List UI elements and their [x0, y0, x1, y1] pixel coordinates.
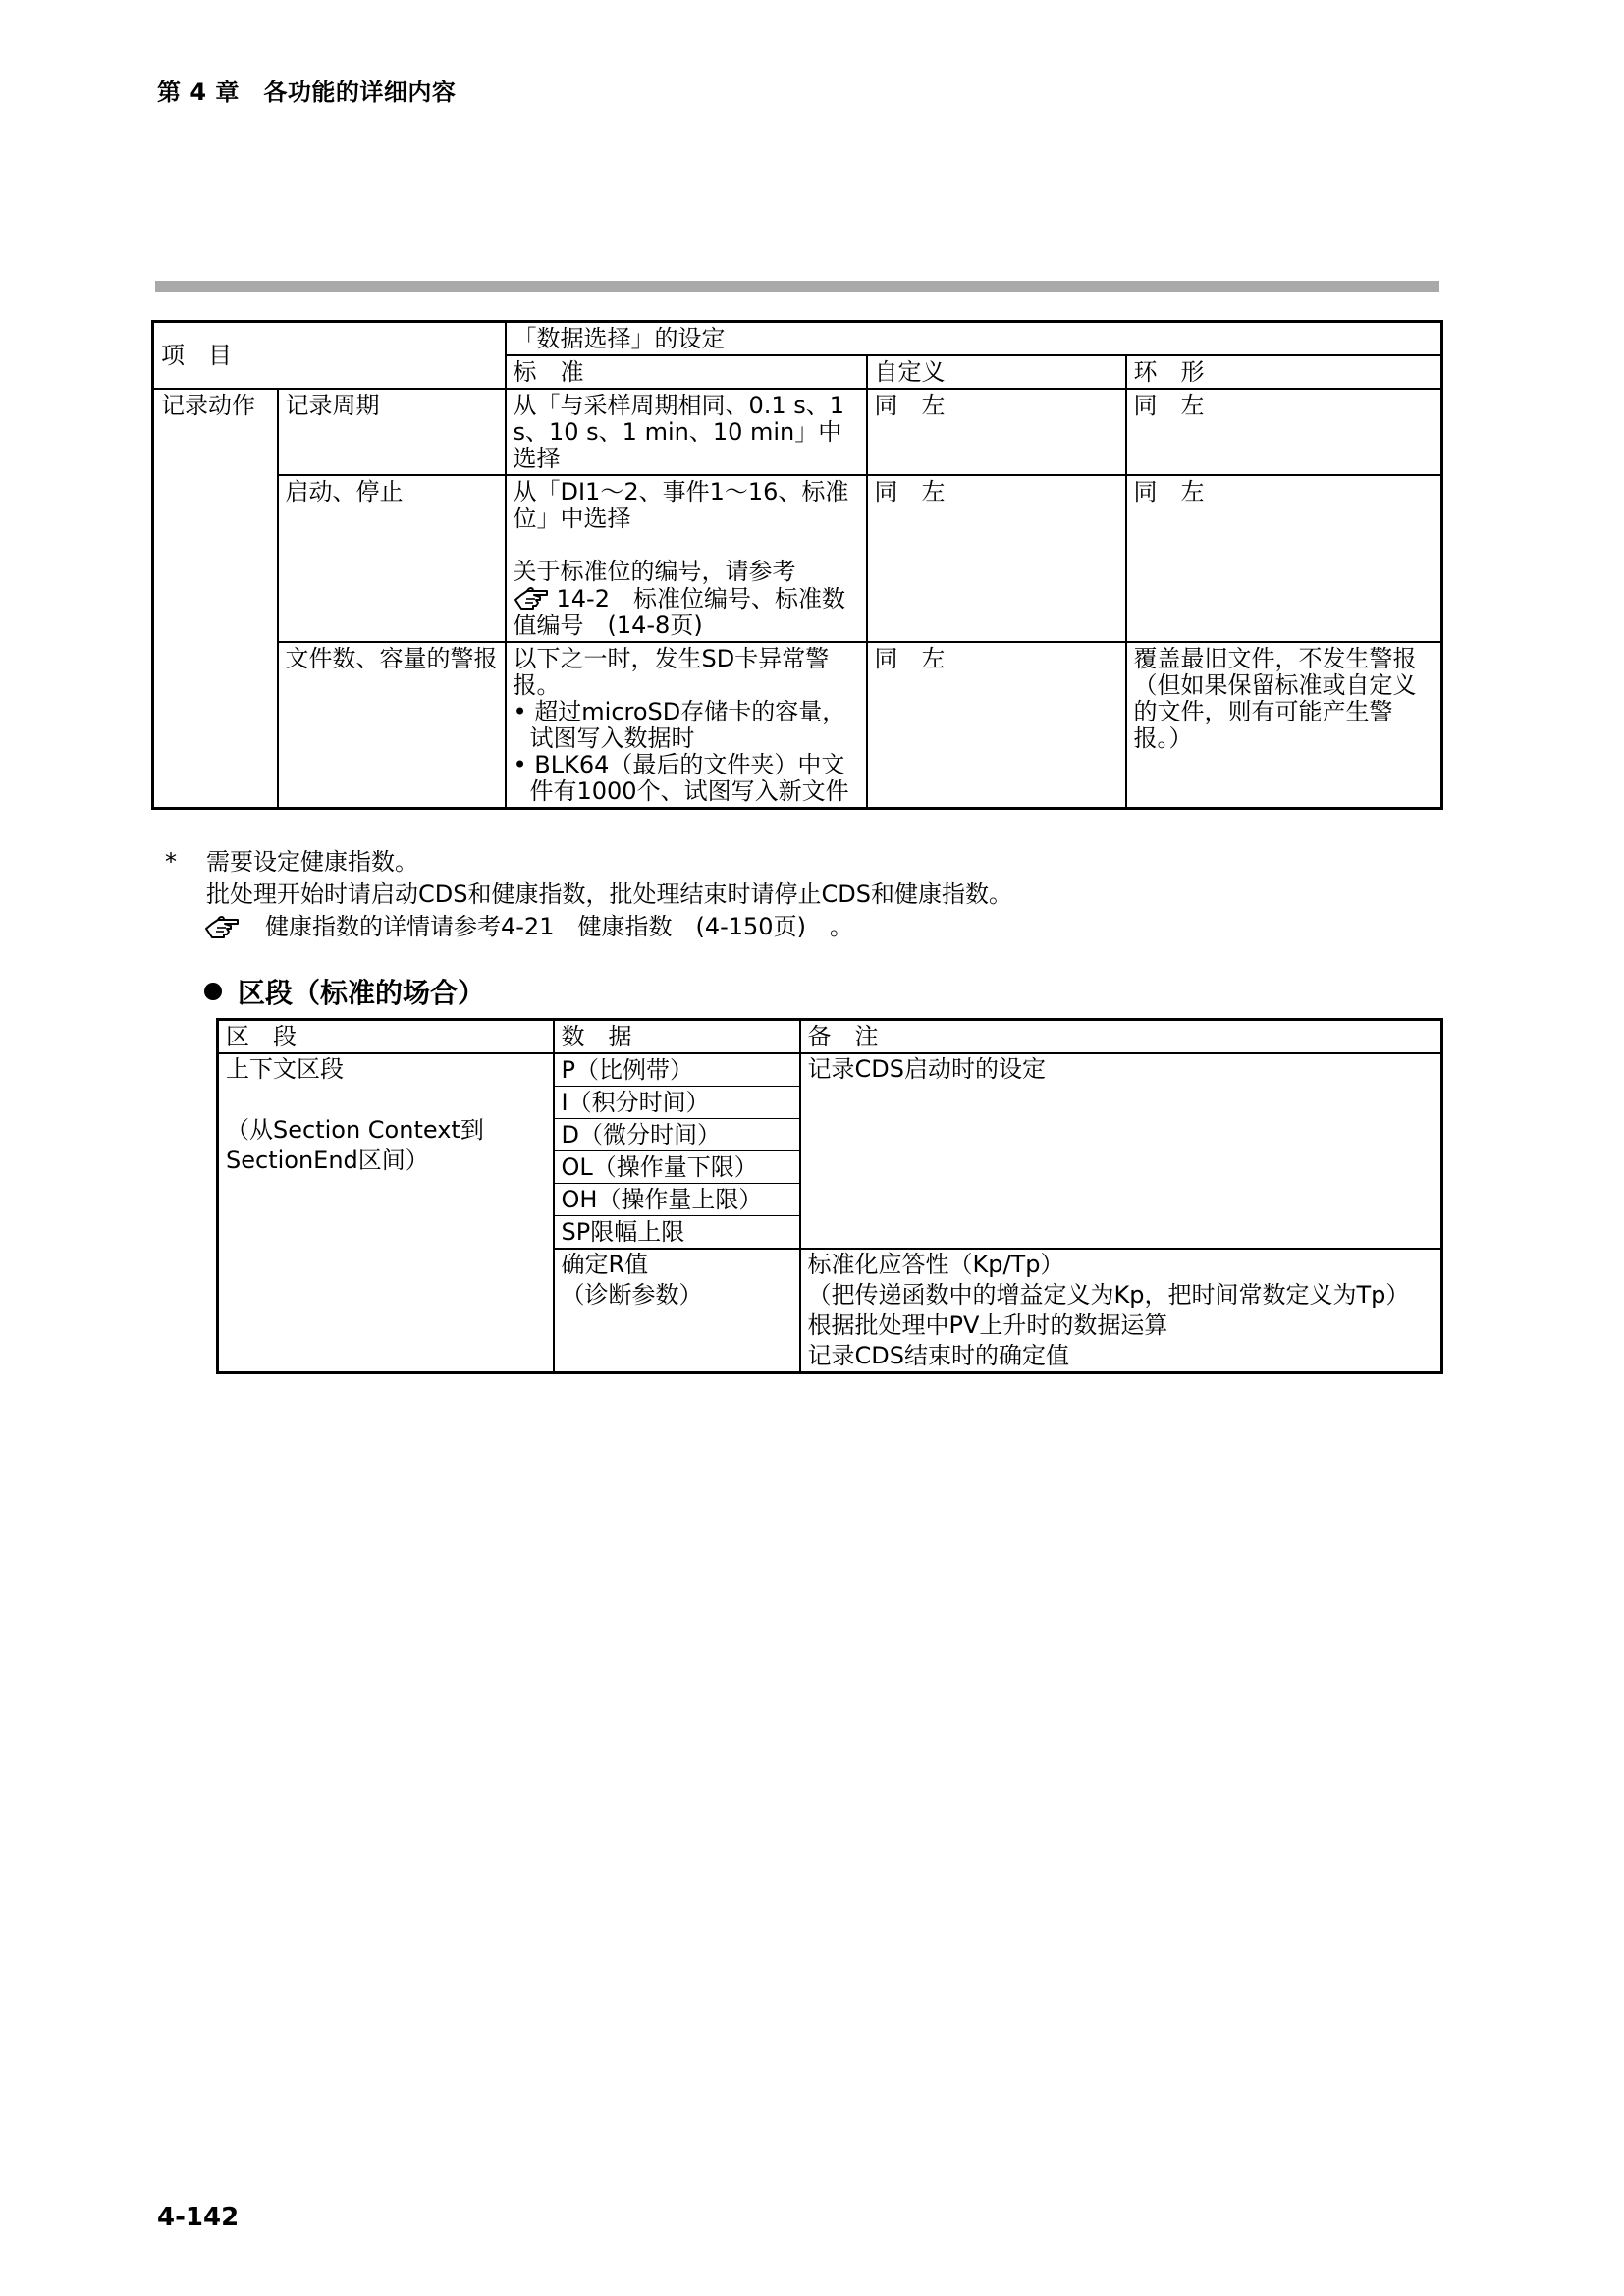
- bullet-item: • BLK64（最后的文件夹）中文件有1000个、试图写入新文件: [513, 751, 849, 805]
- data-item: I（积分时间）: [554, 1087, 800, 1119]
- ring-cell: 同 左: [1126, 475, 1442, 642]
- ring-cell: 覆盖最旧文件，不发生警报（但如果保留标准或自定义的文件，则有可能产生警报。）: [1126, 642, 1442, 809]
- footnote-reference-link[interactable]: 健康指数的详情请参考4-21 健康指数 (4-150页) 。: [265, 913, 853, 940]
- footnote-line: 需要设定健康指数。: [206, 848, 418, 876]
- section-title-text: 区段（标准的场合）: [238, 977, 486, 1009]
- segment-name: 上下文区段: [226, 1055, 344, 1083]
- data-item: OL（操作量下限）: [554, 1151, 800, 1184]
- custom-header: 自定义: [867, 355, 1126, 389]
- footnote-marker: *: [165, 848, 177, 876]
- page-number: 4-142: [157, 2203, 240, 2232]
- bullet-item: • 超过microSD存储卡的容量，试图写入数据时: [513, 698, 846, 752]
- data-item: SP限幅上限: [554, 1216, 800, 1250]
- custom-cell: 同 左: [867, 642, 1126, 809]
- standard-text: 以下之一时，发生SD卡异常警报。: [513, 645, 830, 699]
- group-label: 记录动作: [153, 389, 278, 809]
- table-row: [218, 1053, 1442, 1087]
- data-item: D（微分时间）: [554, 1119, 800, 1151]
- ring-header: 环 形: [1126, 355, 1442, 389]
- remarks-header: 备 注: [800, 1020, 1442, 1054]
- remark-cell: 记录CDS启动时的设定: [800, 1053, 1442, 1249]
- data-item: [554, 1249, 800, 1373]
- remark-line: 根据批处理中PV上升时的数据运算: [807, 1311, 1168, 1339]
- pointing-hand-icon: [514, 585, 557, 612]
- data-item-line: 确定R值: [561, 1251, 649, 1278]
- data-header: 数 据: [554, 1020, 800, 1054]
- chapter-heading: 第 4 章 各功能的详细内容: [157, 79, 457, 106]
- reference-link[interactable]: 14-2 标准位编号、标准数值编号 (14-8页): [513, 585, 845, 639]
- segment-header: 区 段: [218, 1020, 554, 1054]
- remark-cell: [800, 1249, 1442, 1373]
- data-item: P（比例带）: [554, 1053, 800, 1087]
- row-label: 文件数、容量的警报: [278, 642, 506, 809]
- standard-header: 标 准: [506, 355, 867, 389]
- table-row: [153, 642, 1442, 809]
- standard-cell: 从「与采样周期相同、0.1 s、1 s、10 s、1 min、10 min」中选择: [506, 389, 867, 475]
- section-heading: [204, 972, 485, 1011]
- remark-line: 标准化应答性（Kp/Tp）: [807, 1251, 1064, 1278]
- segment-detail: （从Section Context到SectionEnd区间）: [226, 1116, 484, 1174]
- ring-cell: 同 左: [1126, 389, 1442, 475]
- pointing-hand-icon: [204, 914, 247, 940]
- segment-cell: [218, 1053, 554, 1373]
- standard-cell: [506, 475, 867, 642]
- bullet-dot-icon: [204, 983, 222, 1000]
- row-label: 启动、停止: [278, 475, 506, 642]
- custom-cell: 同 左: [867, 389, 1126, 475]
- data-item-line: （诊断参数）: [561, 1281, 703, 1308]
- standard-cell: [506, 642, 867, 809]
- footnotes: [157, 846, 1012, 943]
- recording-settings-table: [151, 320, 1443, 810]
- item-header: 项 目: [153, 322, 506, 390]
- remark-line: 记录CDS结束时的确定值: [807, 1342, 1069, 1369]
- row-label: 记录周期: [278, 389, 506, 475]
- table-row: [153, 475, 1442, 642]
- table-row: [153, 389, 1442, 475]
- data-selection-header: 「数据选择」的设定: [506, 322, 1442, 356]
- segment-table: [216, 1018, 1443, 1374]
- footnote-line: 批处理开始时请启动CDS和健康指数，批处理结束时请停止CDS和健康指数。: [206, 881, 1012, 908]
- custom-cell: 同 左: [867, 475, 1126, 642]
- reference-intro: 关于标准位的编号，请参考: [513, 558, 796, 585]
- standard-text: 从「DI1～2、事件1～16、标准位」中选择: [513, 478, 849, 532]
- section-divider-bar: [155, 281, 1439, 292]
- remark-line: （把传递函数中的增益定义为Kp，把时间常数定义为Tp）: [807, 1281, 1410, 1308]
- data-item: OH（操作量上限）: [554, 1184, 800, 1216]
